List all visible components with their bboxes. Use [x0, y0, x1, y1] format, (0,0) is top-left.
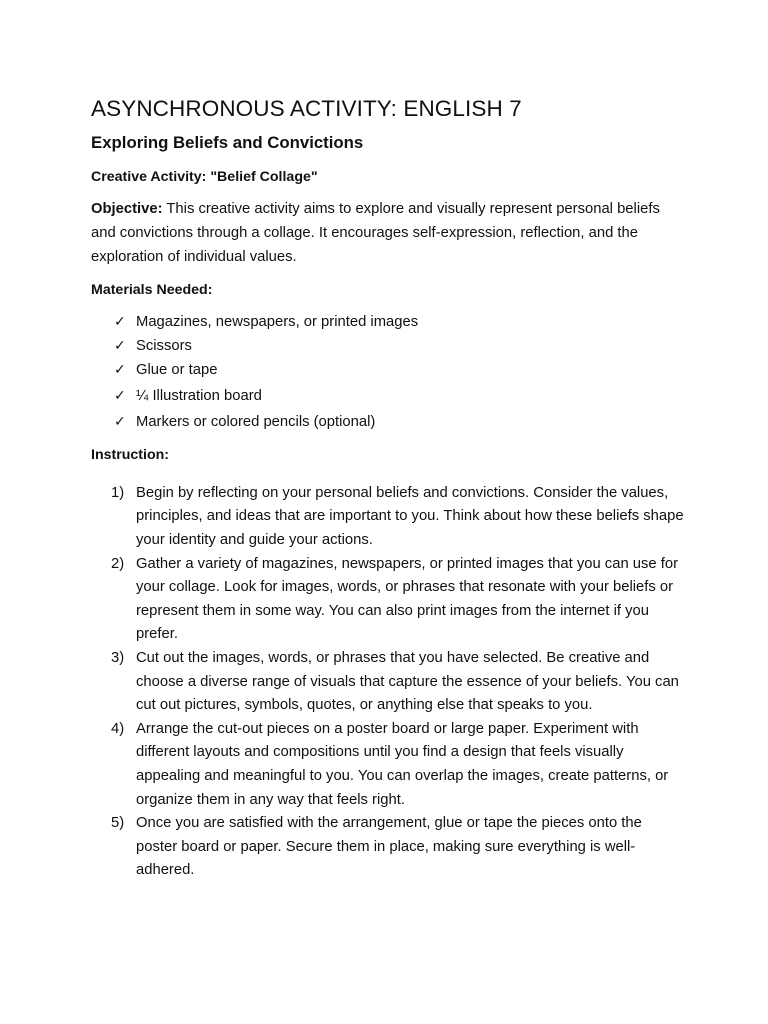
check-icon: ✓ — [114, 362, 126, 379]
list-item — [111, 718, 688, 812]
list-item — [111, 812, 688, 883]
step-text: Arrange the cut-out pieces on a poster board or large paper. Experiment with different layouts and compositions until you find a design that feels visually appealing and meaningful to you. You can overlap the images, create patterns, or organize them in any way that feels right. — [136, 720, 669, 808]
list-item — [111, 647, 688, 718]
step-text: Gather a variety of magazines, newspapers, or printed images that you can use for your collage. Look for images, words, or phrases that resonate with your beliefs or represent them in some way. You can also print images from the internet if you prefer. — [136, 555, 679, 643]
objective-text: This creative activity aims to explore and visually represent personal beliefs and convictions through a collage. It encourages self-expression, reflection, and the exploration of individual values. — [91, 201, 660, 265]
list-item — [114, 383, 688, 410]
objective-paragraph — [91, 197, 688, 269]
step-text: Once you are satisfied with the arrangement, glue or tape the pieces onto the poster board or paper. Secure them in place, making sure everything is well-adhered. — [136, 815, 642, 879]
step-text: Cut out the images, words, or phrases that you have selected. Be creative and choose a diverse range of visuals that capture the essence of your beliefs. You can cut out pictures, symbols, quotes, or anything else that speaks to you. — [136, 649, 679, 714]
step-number: 4) — [111, 720, 125, 737]
step-number: 1) — [111, 484, 125, 501]
check-icon: ✓ — [114, 413, 126, 430]
list-item — [114, 310, 688, 334]
materials-list — [91, 310, 688, 434]
material-item: Glue or tape — [136, 362, 218, 379]
document-title: ASYNCHRONOUS ACTIVITY: ENGLISH 7 — [91, 96, 522, 121]
check-icon: ✓ — [114, 314, 126, 330]
material-item: ¼ Illustration board — [136, 387, 262, 404]
list-item — [114, 410, 688, 434]
instruction-heading: Instruction: — [91, 446, 170, 463]
activity-heading: Creative Activity: "Belief Collage" — [91, 169, 318, 185]
list-item — [114, 334, 688, 358]
list-item — [111, 482, 688, 553]
check-icon: ✓ — [114, 338, 126, 355]
step-number: 3) — [111, 649, 125, 666]
materials-heading: Materials Needed: — [91, 282, 213, 298]
document-subtitle: Exploring Beliefs and Convictions — [91, 133, 364, 152]
step-text: Begin by reflecting on your personal beliefs and convictions. Consider the values, principles, and ideas that are important to you. Think about how these beliefs shape your identity and guide your actions. — [136, 484, 684, 548]
list-item — [111, 553, 688, 647]
step-number: 2) — [111, 555, 125, 572]
material-item: Markers or colored pencils (optional) — [136, 413, 376, 430]
material-item: Magazines, newspapers, or printed images — [136, 314, 419, 330]
instruction-steps — [91, 482, 688, 883]
objective-label: Objective: — [91, 201, 163, 217]
check-icon: ✓ — [114, 387, 126, 404]
step-number: 5) — [111, 815, 125, 832]
material-item: Scissors — [136, 338, 192, 355]
list-item — [114, 358, 688, 382]
